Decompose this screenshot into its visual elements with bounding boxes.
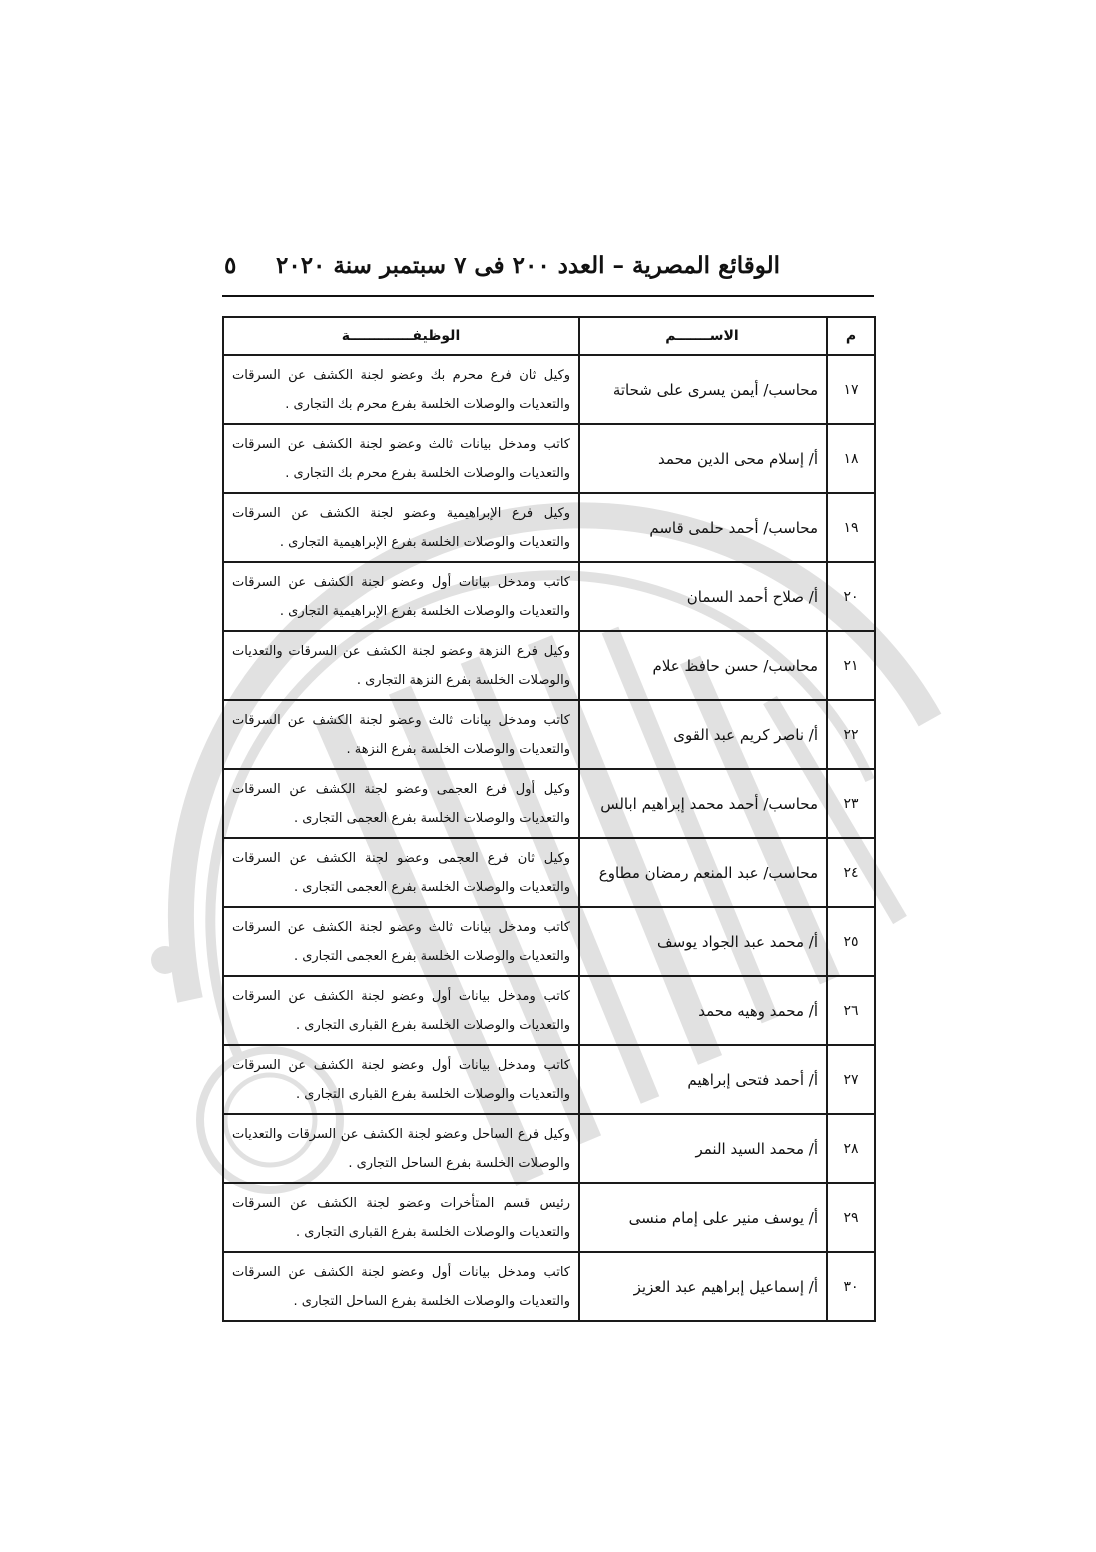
table-row xyxy=(223,907,875,976)
row-name: محاسب/ أحمد حلمى قاسم xyxy=(579,493,827,562)
row-name: محاسب/ أيمن يسرى على شحاتة xyxy=(579,355,827,424)
table-row xyxy=(223,1252,875,1321)
row-job: كاتب ومدخل بيانات ثالث وعضو لجنة الكشف عن السرقات والتعديات والوصلات الخلسة بفرع محرم بك التجارى . xyxy=(223,424,579,493)
row-number: ٢٠ xyxy=(827,562,875,631)
row-name: أ/ يوسف منير على إمام منسى xyxy=(579,1183,827,1252)
row-name: أ/ أحمد فتحى إبراهيم xyxy=(579,1045,827,1114)
row-name: أ/ إسماعيل إبراهيم عبد العزيز xyxy=(579,1252,827,1321)
table-row xyxy=(223,769,875,838)
column-header-name: الاســـــــم xyxy=(579,317,827,355)
row-name: أ/ محمد السيد النمر xyxy=(579,1114,827,1183)
row-number: ٢١ xyxy=(827,631,875,700)
table-row xyxy=(223,838,875,907)
row-job: وكيل فرع الإبراهيمية وعضو لجنة الكشف عن السرقات والتعديات والوصلات الخلسة بفرع الإبراهيمية التجارى . xyxy=(223,493,579,562)
row-number: ٢٤ xyxy=(827,838,875,907)
row-name: أ/ ناصر كريم عبد القوى xyxy=(579,700,827,769)
table-row xyxy=(223,1114,875,1183)
row-number: ٣٠ xyxy=(827,1252,875,1321)
page-header xyxy=(222,248,874,292)
page-number: ٥ xyxy=(224,252,237,279)
row-job: وكيل أول فرع العجمى وعضو لجنة الكشف عن السرقات والتعديات والوصلات الخلسة بفرع العجمى التجارى . xyxy=(223,769,579,838)
row-job: وكيل ثان فرع العجمى وعضو لجنة الكشف عن السرقات والتعديات والوصلات الخلسة بفرع العجمى التجارى . xyxy=(223,838,579,907)
column-header-job: الوظيفـــــــــــــة xyxy=(223,317,579,355)
table-row xyxy=(223,1045,875,1114)
table-header-row xyxy=(223,317,875,355)
row-number: ٢٥ xyxy=(827,907,875,976)
gazette-title: الوقائع المصرية – العدد ٢٠٠ فى ٧ سبتمبر سنة ٢٠٢٠ xyxy=(275,252,780,279)
row-number: ٢٨ xyxy=(827,1114,875,1183)
row-name: محاسب/ عبد المنعم رمضان مطاوع xyxy=(579,838,827,907)
row-job: وكيل ثان فرع محرم بك وعضو لجنة الكشف عن السرقات والتعديات والوصلات الخلسة بفرع محرم بك التجارى . xyxy=(223,355,579,424)
row-job: وكيل فرع الساحل وعضو لجنة الكشف عن السرقات والتعديات والوصلات الخلسة بفرع الساحل التجارى . xyxy=(223,1114,579,1183)
table-row xyxy=(223,424,875,493)
row-number: ١٩ xyxy=(827,493,875,562)
table-row xyxy=(223,976,875,1045)
table-row xyxy=(223,700,875,769)
row-number: ١٨ xyxy=(827,424,875,493)
row-name: محاسب/ أحمد محمد إبراهيم ابالس xyxy=(579,769,827,838)
row-job: كاتب ومدخل بيانات أول وعضو لجنة الكشف عن السرقات والتعديات والوصلات الخلسة بفرع القبارى التجارى . xyxy=(223,1045,579,1114)
roster-table xyxy=(222,316,876,1322)
header-divider xyxy=(222,295,874,297)
row-job: كاتب ومدخل بيانات أول وعضو لجنة الكشف عن السرقات والتعديات والوصلات الخلسة بفرع الساحل التجارى . xyxy=(223,1252,579,1321)
row-job: كاتب ومدخل بيانات أول وعضو لجنة الكشف عن السرقات والتعديات والوصلات الخلسة بفرع القبارى التجارى . xyxy=(223,976,579,1045)
row-number: ٢٦ xyxy=(827,976,875,1045)
table-row xyxy=(223,631,875,700)
row-name: أ/ محمد وهيه محمد xyxy=(579,976,827,1045)
row-number: ٢٢ xyxy=(827,700,875,769)
row-job: كاتب ومدخل بيانات ثالث وعضو لجنة الكشف عن السرقات والتعديات والوصلات الخلسة بفرع العجمى التجارى . xyxy=(223,907,579,976)
row-number: ١٧ xyxy=(827,355,875,424)
row-number: ٢٧ xyxy=(827,1045,875,1114)
table-row xyxy=(223,1183,875,1252)
row-job: رئيس قسم المتأخرات وعضو لجنة الكشف عن السرقات والتعديات والوصلات الخلسة بفرع القبارى التجارى . xyxy=(223,1183,579,1252)
row-name: محاسب/ حسن حافظ علام xyxy=(579,631,827,700)
row-name: أ/ محمد عبد الجواد يوسف xyxy=(579,907,827,976)
table-row xyxy=(223,355,875,424)
row-number: ٢٣ xyxy=(827,769,875,838)
table-row xyxy=(223,562,875,631)
table-row xyxy=(223,493,875,562)
row-job: كاتب ومدخل بيانات ثالث وعضو لجنة الكشف عن السرقات والتعديات والوصلات الخلسة بفرع النزهة . xyxy=(223,700,579,769)
row-name: أ/ صلاح أحمد السمان xyxy=(579,562,827,631)
row-job: وكيل فرع النزهة وعضو لجنة الكشف عن السرقات والتعديات والوصلات الخلسة بفرع النزهة التجارى . xyxy=(223,631,579,700)
row-name: أ/ إسلام محى الدين محمد xyxy=(579,424,827,493)
row-job: كاتب ومدخل بيانات أول وعضو لجنة الكشف عن السرقات والتعديات والوصلات الخلسة بفرع الإبراهيمية التجارى . xyxy=(223,562,579,631)
row-number: ٢٩ xyxy=(827,1183,875,1252)
column-header-number: م xyxy=(827,317,875,355)
